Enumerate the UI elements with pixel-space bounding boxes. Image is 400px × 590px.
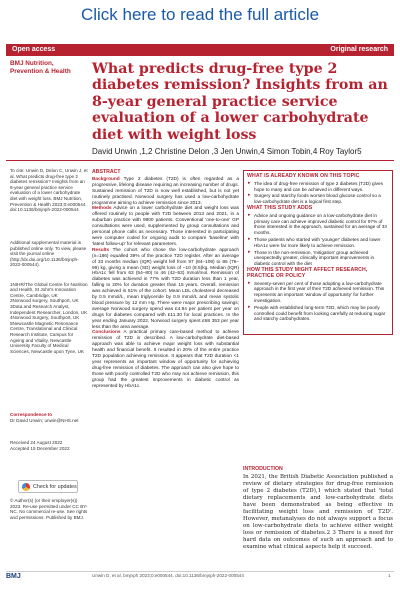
adds-heading: WHAT THIS STUDY ADDS <box>247 204 313 211</box>
dates <box>10 440 88 451</box>
list-item: ▸ Those in the non-remission, 'mitigation' group achieved unexpectedly greater, clinically important improvements in diabetic control with the diet <box>254 250 389 267</box>
list-item: ▸ Surgery and starchy foods worsen blood glucose control so a low-carbohydrate diet is a logical first step. <box>254 193 389 205</box>
footer-rule <box>6 571 394 572</box>
background-text: Type 2 diabetes (T2D) is often regarded as a progressive, lifelong disease requiring an increasing number of drugs. Sustained remission of T2D is now well established, but is not yet routinely practised. Norwood surgery has used a low-carbohydrate programme aiming to achieve remission since 2013. <box>92 176 240 206</box>
affiliations <box>10 276 88 360</box>
bmj-logo: BMJ <box>6 573 21 580</box>
introduction-text: In 2021, the British Diabetic Association published a review of dietary strategies for drug-free remission of type 2 diabetes (T2D),1 which stated that 'total dietary replacements and low-carbohydrate diets have been demonstrated as being effective in facilitating weight loss and remission of T2D'. However, metanalyses do not always support a focus on low-carbohydrate diets to achieve either weight loss or remission of diabetes.2 3 There is a need for hard data on outcomes of such an approach and to examine what clinical aspects help it succeed. <box>243 474 393 551</box>
header-rule <box>6 160 394 161</box>
corr-text[interactable]: Dr David Unwin; unwin@NHS.net <box>10 417 79 423</box>
adds-list <box>247 213 389 267</box>
received-date: Received 24 August 2022 <box>10 440 63 445</box>
key-messages-box <box>243 170 393 335</box>
abstract <box>92 170 239 390</box>
conclusions-label: Conclusions <box>92 330 121 336</box>
check-updates-label: Check for updates <box>33 484 77 490</box>
list-item: ▸ People with established long-term T2D, which may be poorly controlled could benefit from looking carefully at reducing sugar and starchy carbohydrates. <box>254 305 389 322</box>
correspondence <box>10 412 88 423</box>
footer-citation <box>92 573 391 578</box>
methods-text: Advice on a lower carbohydrate diet and weight loss was offered routinely to people with T2D between 2013 and 2021, in a suburban practice with 9800 patients. Conventional 'one-to-one' GP consultations were used, supplemented by group consultations and personal phone calls as necessary. Those interested in participating were computer coded for ongoing audit to compare 'baseline' with 'latest follow-up' for relevant parameters. <box>92 206 239 247</box>
journal-name <box>10 60 90 75</box>
check-for-updates-button[interactable] <box>18 480 78 493</box>
supplementary-note <box>10 240 88 268</box>
crossmark-icon <box>22 483 30 491</box>
authors-text: David Unwin ,1,2 Christine Delon ,3 Jen Unwin,4 Simon Tobin,4 Roy Taylor5 <box>92 147 362 156</box>
list-item: ▸ Advice and ongoing guidance on a low-carbohydrate diet in primary care can achieve improved diabetic control for 97% of those interested in the approach, sustained for an average of 33 months. <box>254 213 389 236</box>
copyright-note: © Author(s) (or their employer(s)) 2023. Re-use permitted under CC BY-NC. No commercial re-use. See rights and permissions. Published by BMJ. <box>10 498 88 520</box>
affect-heading: HOW THIS STUDY MIGHT AFFECT RESEARCH, PRACTICE OR POLICY <box>247 266 368 279</box>
introduction-heading: INTRODUCTION <box>243 466 283 472</box>
corr-head: Correspondence to <box>10 412 53 417</box>
methods-label: Methods <box>92 206 112 212</box>
supp-text: Additional supplemental material is published online only. To view, please visit the journal online (http://dx.doi.org/10.1136/bmjnph-2022-000544). <box>10 240 87 268</box>
conclusions-text: A practical primary care-based method to achieve remission of T2D is described. A low-carbohydrate diet-based approach was able to achieve major weight loss with substantial health and financial benefit. It resulted in 20% of the entire practice T2D population achieving remission. It appears that T2D duration <1 year represents an important window of opportunity for achieving drug-free remission of diabetes. The approach can also give hope to those with poorly controlled T2D who may not achieve remission, this group had the greatest improvements in diabetic control as represented by HbA1c. <box>92 330 239 389</box>
list-item: ▸ The idea of drug-free remission of type 2 diabetes (T2D) gives hope to many and can be achieved in different ways. <box>254 181 389 193</box>
page-number: 1 <box>388 573 391 578</box>
affect-list <box>247 281 389 323</box>
citation-info <box>10 168 88 213</box>
journal-name-line1: BMJ Nutrition, <box>10 60 54 67</box>
footer-citation-text: Unwin D, et al. bmjnph 2023;0:e000544. doi:10.1136/bmjnph-2022-000544 <box>92 573 244 578</box>
open-access-label: Open access <box>12 46 56 53</box>
affil-text: 1NIHR/The Global Centre for Nutrition and Health, St John's Innovation Centre, Cambridge, UK 2Norwood surgery, Southport, UK 3Data and Research Analyst, Independent Researcher, London, UK 4Norwood Surgery, Southport, UK 5Newcastle Magnetic Resonance Centre, Translational and Clinical Research Institute, Campus for Ageing and Vitality, Newcastle University Faculty of Medical Sciences, Newcastle upon Tyne, UK <box>10 281 88 354</box>
list-item: ▸ Those patients who started with 'younger' diabetes and lower HbA1c were far more likely to achieve remission. <box>254 237 389 249</box>
journal-name-line2: Prevention & Health <box>10 67 71 75</box>
read-full-article-link[interactable]: Click here to read the full article <box>80 5 320 24</box>
known-heading: WHAT IS ALREADY KNOWN ON THIS TOPIC <box>247 173 360 179</box>
cite-text: To cite: Unwin D, Delon C, Unwin J, et al. What predicts drug-free type 2 diabetes remission? Insights from an 8-year general practice service evaluation of a lower carbohydrate diet with weight loss. BMJ Nutrition, Prevention & Health 2023;0:e000544. doi:10.1136/bmjnph-2022-000544 <box>10 168 88 213</box>
results-text: The cohort who chose the low-carbohydrate approach (n=186) equalled 39% of the practice T2D register. After an average of 33 months median (IQR) weight fell from 97 (84–109) to 86 (76–99) kg, giving a mean (SD) weight loss of −10 (8.5)kg. Median (IQR) HbA1c fell from 63 (54–80) to 46 (42–53) mmol/mol. Remission of diabetes was achieved in 77% with T2D duration less than 1 year, falling to 20% for duration greater than 15 years. Overall, remission was achieved in 51% of the cohort. Mean LDL cholesterol decreased by 0.5 mmol/L, mean triglyceride by 0.9 mmol/L and mean systolic blood pressure by 12 mm Hg. There were major prescribing savings; average Norwood surgery spend was £4.94 per patient per year on drugs for diabetes compared with £11.30 for local practices. In the year ending January 2022, Norwood surgery spent £68 353 per year less than the area average. <box>92 247 239 330</box>
results-label: Results <box>92 247 110 253</box>
article-type-label: Original research <box>330 46 388 53</box>
known-list <box>247 181 389 205</box>
accepted-date: Accepted 15 December 2022 <box>10 445 70 451</box>
list-item: ▸ Seventy-seven per cent of those adopting a low-carbohydrate approach in the first year of their T2D achieved remission. This represents an important 'window of opportunity' for further investigation. <box>254 281 389 304</box>
abstract-heading: ABSTRACT <box>92 169 121 175</box>
author-list <box>92 147 392 156</box>
article-title: What predicts drug-free type 2 diabetes remission? Insights from an 8-year general practice service evaluation of a lower carbohydrate diet with weight loss <box>92 61 388 143</box>
background-label: Background <box>92 176 120 182</box>
header-band <box>6 44 394 56</box>
